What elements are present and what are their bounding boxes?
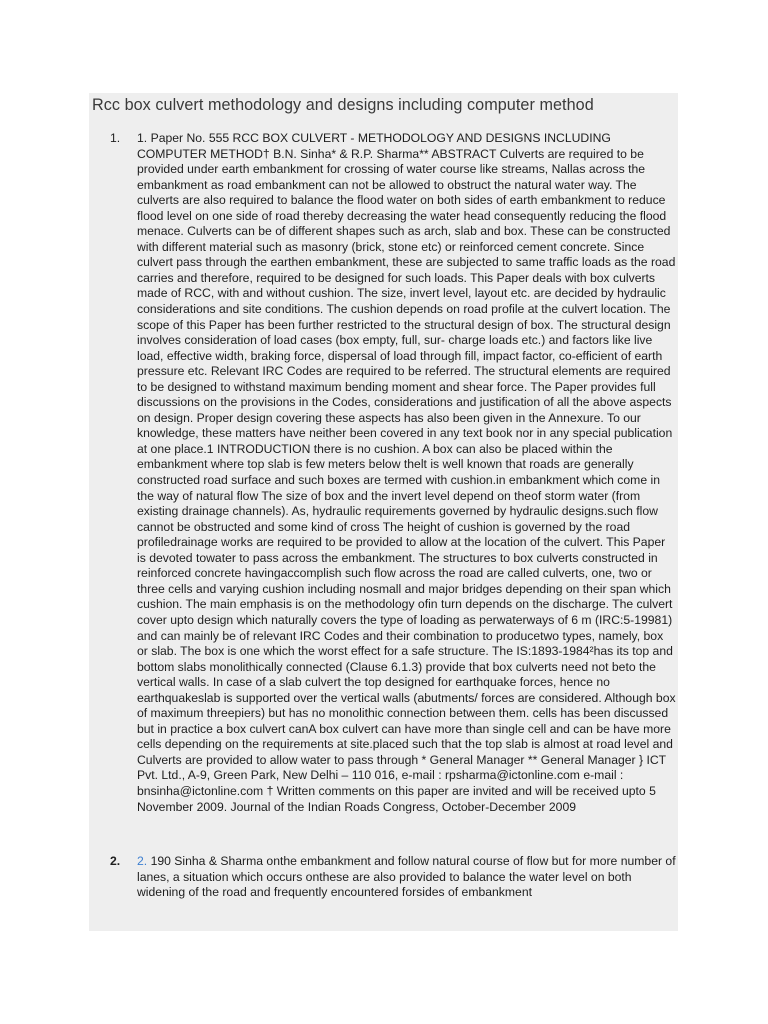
list-marker-1: 1. — [110, 131, 121, 145]
document-panel — [89, 93, 678, 931]
item-text-1: Paper No. 555 RCC BOX CULVERT - METHODOLOGY AND DESIGNS INCLUDING COMPUTER METHOD† B.N. Sinha* & R.P. Sharma** ABSTRACT Culverts are required to be provided under earth embankment for crossing of water course like streams, Nallas across the embankment as road embankment can not be allowed to obstruct the natural water way. The culverts are also required to balance the flood water on both sides of earth embankment to reduce flood level on one side of road thereby decreasing the water head consequently reducing the flood menace. Culverts can be of different shapes such as arch, slab and box. These can be constructed with different material such as masonry (brick, stone etc) or reinforced cement concrete. Since culvert pass through the earthen embankment, these are subjected to same traffic loads as the road carries and therefore, required to be designed for such loads. This Paper deals with box culverts made of RCC, with and without cushion. The size, invert level, layout etc. are decided by hydraulic considerations and site conditions. The cushion depends on road profile at the culvert location. The scope of this Paper has been further restricted to the structural design of box. The structural design involves consideration of load cases (box empty, full, sur- charge loads etc.) and factors like live load, effective width, braking force, dispersal of load through fill, impact factor, co-efficient of earth pressure etc. Relevant IRC Codes are required to be referred. The structural elements are required to be designed to withstand maximum bending moment and shear force. The Paper provides full discussions on the provisions in the Codes, considerations and justification of all the above aspects on design. Proper design covering these aspects has also been given in the Annexure. To our knowledge, these matters have neither been covered in any text book nor in any special publication at one place.1 INTRODUCTION there is no cushion. A box can also be placed within the embankment where top slab is few meters below thelt is well known that roads are generally constructed road surface and such boxes are termed with cushion.in embankment which come in the way of natural flow The size of box and the invert level depend on theof storm water (from existing drainage channels). As, hydraulic requirements governed by hydraulic designs.such flow cannot be obstructed and some kind of cross The height of cushion is governed by the road profiledrainage works are required to be provided to allow at the location of the culvert. This Paper is devoted towater to pass across the embankment. The structures to box culverts constructed in reinforced concrete havingaccomplish such flow across the road are called culverts, one, two or three cells and varying cushion including nosmall and major bridges depending on their span which cushion. The main emphasis is on the methodology ofin turn depends on the discharge. The culvert cover upto design which naturally covers the type of loading as perwaterways of 6 m (IRC:5-19981) and can mainly be of relevant IRC Codes and their combination to producetwo types, namely, box or slab. The box is one which the worst effect for a safe structure. The IS:1893-1984²has its top and bottom slabs monolithically connected (Clause 6.1.3) provide that box culverts need not beto the vertical walls. In case of a slab culvert the top designed for earthquake forces, hence no earthquakeslab is supported over the vertical walls (abutments/ forces are considered. Although box of maximum threepiers) but has no monolithic connection between them. cells has been discussed but in practice a box culvert canA box culvert can have more than single cell and can be have more cells depending on the requirements at site.placed such that the top slab is almost at road level and Culverts are provided to allow water to pass through * General Manager ** General Manager } ICT Pvt. Ltd., A-9, Green Park, New Delhi – 110 016, e-mail : rpsharma@ictonline.com e-mail : bnsinha@ictonline.com † Written comments on this paper are invited and will be received upto 5 November 2009. Journal of the Indian Roads Congress, October-December 2009 — [137, 131, 676, 814]
item-text-2: 190 Sinha & Sharma onthe embankment and follow natural course of flow but for more number of lanes, a situation which occurs onthese are also provided to balance the water level on both widening of the road and frequently encountered forsides of embankment — [137, 854, 676, 900]
document-title: Rcc box culvert methodology and designs including computer method — [92, 96, 594, 114]
item-number-link-2[interactable]: 2. — [137, 854, 151, 868]
list-marker-2: 2. — [110, 854, 121, 868]
list-item-2 — [137, 854, 677, 901]
item-number-1: 1. — [137, 131, 151, 145]
list-item-1 — [137, 131, 677, 815]
